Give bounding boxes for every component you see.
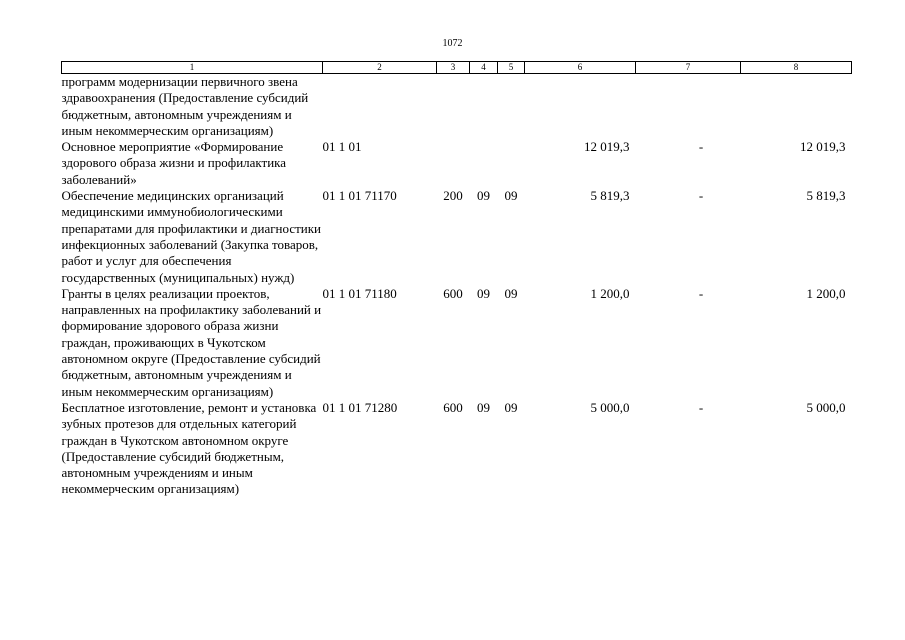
row-amount: 5 819,3 [590, 188, 630, 204]
column-header-8: 8 [741, 62, 852, 74]
row-subsection: 09 [504, 285, 518, 301]
column-header-3: 3 [437, 62, 470, 74]
row-code: 01 1 01 71280 [322, 399, 398, 415]
row-total: 1 200,0 [806, 285, 846, 301]
row-code: 01 1 01 71170 [322, 188, 397, 204]
row-amount: 12 019,3 [584, 139, 630, 155]
column-header-4: 4 [470, 62, 498, 74]
header-row [62, 62, 852, 74]
row-subsection: 09 [504, 188, 518, 204]
row-section: 09 [477, 285, 490, 301]
row-code: 01 1 01 [322, 139, 362, 155]
column-header-6: 6 [525, 62, 636, 74]
row-name: Обеспечение медицинских организаций медицинскими иммунобиологическими препаратами для профилактики и диагностики инфекционных заболеваний (Закупка товаров, работ и услуг для обеспечения государственных (муниципальных) нужд) [61, 188, 322, 285]
row-change: - [698, 188, 704, 204]
row-name: Гранты в целях реализации проектов, направленных на профилактику заболеваний и формирование здорового образа жизни граждан, проживающих в Чукотском автономном округе (Предоставление субсидий бюджетным, автономным учреждениям и иным некоммерческим организациям) [61, 285, 322, 399]
row-amount: 5 000,0 [590, 399, 630, 415]
row-change [636, 74, 741, 140]
row-total [741, 74, 852, 140]
row-amount [525, 74, 636, 140]
row-total: 5 000,0 [806, 399, 846, 415]
budget-table [61, 61, 852, 498]
row-section: 09 [477, 188, 490, 204]
row-code: 01 1 01 71180 [322, 285, 397, 301]
row-expense-type [437, 139, 470, 188]
table-row [62, 188, 852, 286]
row-expense-type: 200 [443, 188, 463, 204]
column-header-5: 5 [498, 62, 525, 74]
table-body [62, 74, 852, 498]
row-total: 5 819,3 [806, 188, 846, 204]
table-row [62, 74, 852, 140]
row-section: 09 [477, 399, 490, 415]
column-header-7: 7 [636, 62, 741, 74]
row-name: Основное мероприятие «Формирование здорового образа жизни и профилактика заболеваний» [61, 139, 287, 187]
row-section [470, 74, 498, 140]
row-section [470, 139, 498, 188]
column-header-2: 2 [323, 62, 437, 74]
row-expense-type: 600 [443, 285, 463, 301]
row-subsection [498, 139, 525, 188]
row-name: Бесплатное изготовление, ремонт и установка зубных протезов для отдельных категорий граждан в Чукотском автономном округе (Предоставление субсидий бюджетным, автономным учреждениям и иным некоммерческим организациям) [61, 399, 317, 497]
page-number: 1072 [442, 38, 463, 49]
table-row [62, 400, 852, 498]
row-expense-type: 600 [443, 399, 463, 415]
row-change: - [698, 285, 704, 301]
table-header [62, 62, 852, 74]
row-amount: 1 200,0 [590, 285, 630, 301]
row-expense-type [437, 74, 470, 140]
row-total: 12 019,3 [800, 139, 846, 155]
row-change: - [698, 399, 704, 415]
row-subsection: 09 [504, 399, 518, 415]
table-row [62, 286, 852, 400]
row-subsection [498, 74, 525, 140]
table-row [62, 139, 852, 188]
row-code [323, 74, 437, 140]
column-header-1: 1 [62, 62, 323, 74]
row-change: - [698, 139, 704, 155]
row-name: программ модернизации первичного звена здравоохранения (Предоставление субсидий бюджетным, автономным учреждениям и иным некоммерческим организациям) [61, 74, 309, 138]
